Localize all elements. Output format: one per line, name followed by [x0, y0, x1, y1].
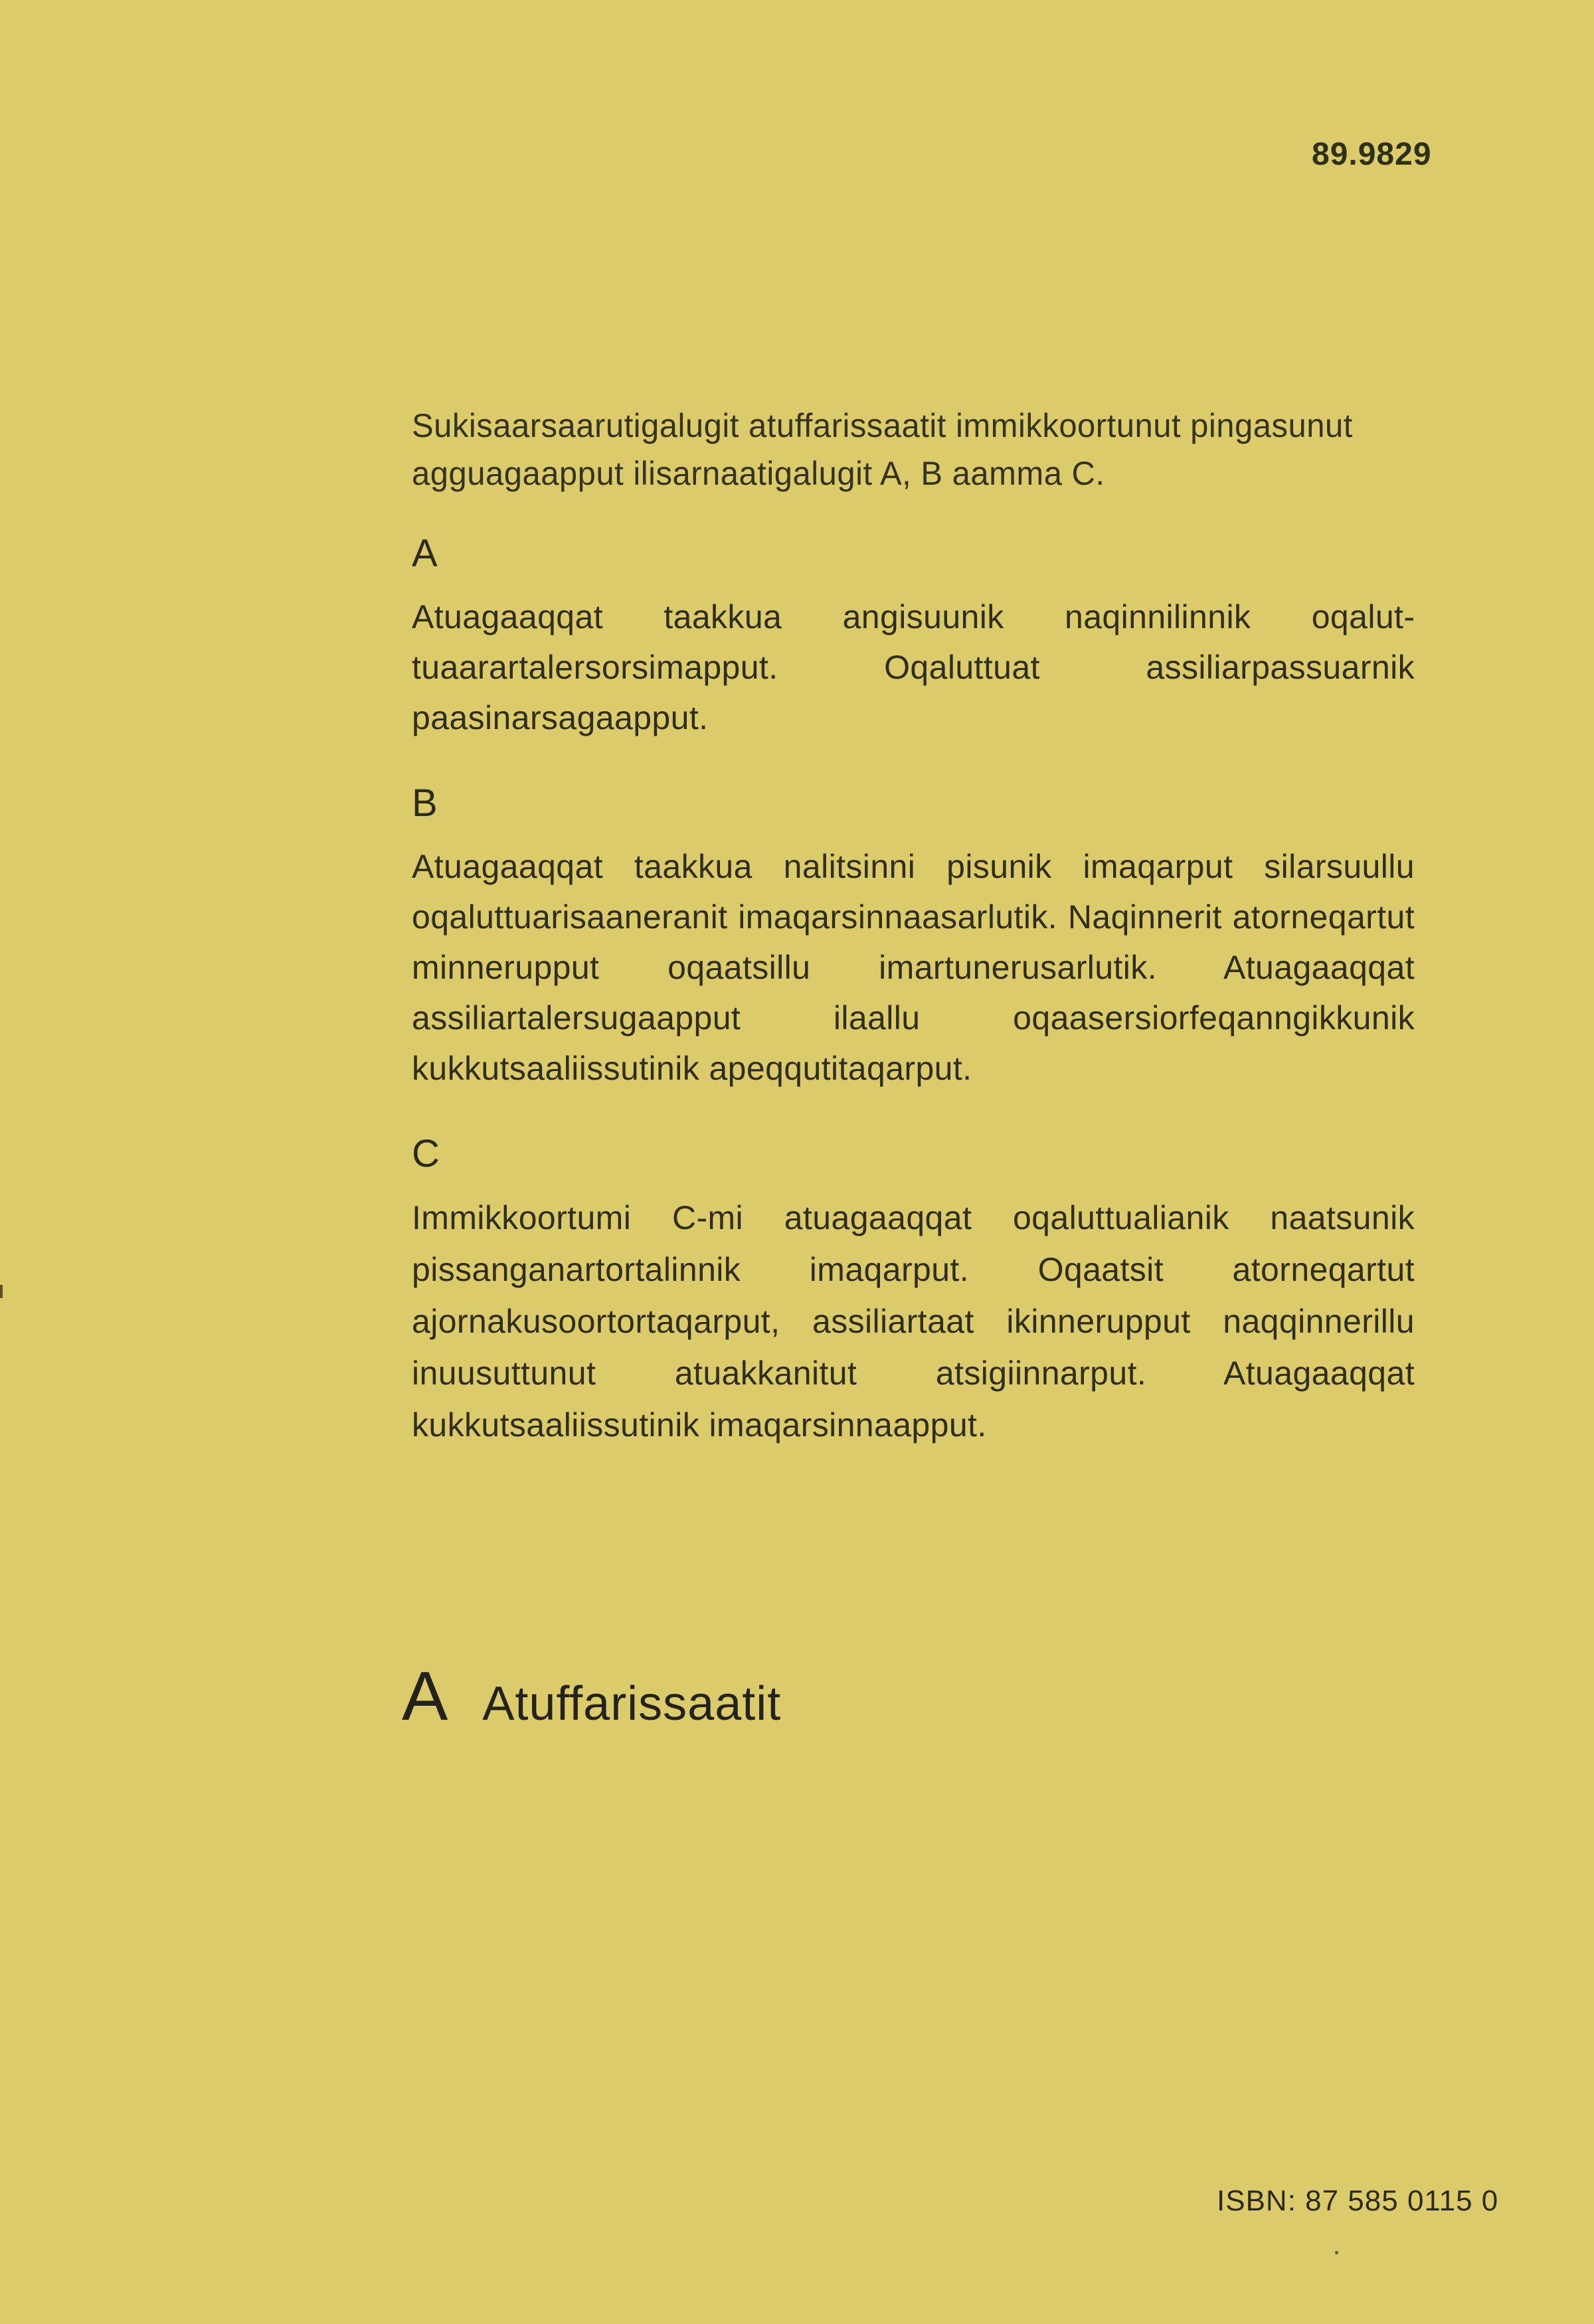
series-name: Atuffarissaatit — [482, 1677, 782, 1730]
back-cover-content — [412, 402, 1415, 1488]
print-speck-decoration — [1335, 2251, 1338, 2254]
isbn-label: ISBN: 87 585 0115 0 — [1217, 2185, 1499, 2217]
section-b — [412, 780, 1415, 1094]
section-c-text: Immikkoortumi C-mi atuagaaqqat oqaluttualianik naatsunik pissanganartortalinnik imaqarput. Oqaatsit atorneqartut ajornakusoortortaqarput, assiliartaat ikinnerupput naqqinnerillu inuusuttunut atuakkanitut atsigiinnarput. Atuagaaqqat kukkutsaaliissutinik imaqarsinnaapput. — [412, 1199, 1415, 1444]
edge-mark-decoration — [0, 1285, 3, 1298]
section-a-text: Atuagaaqqat taakkua angisuunik naqinnilinnik oqaluttuaarartalersorsimapput. Oqaluttuat assiliarpassuarnik paasinarsagaapput. — [412, 598, 1415, 736]
series-title — [402, 1660, 781, 1740]
section-b-text: Atuagaaqqat taakkua nalitsinni pisunik imaqarput silarsuullu oqaluttuarisaaneranit imaqarsinnaasarlutik. Naqinnerit atorneqartut minnerupput oqaatsillu imartunerusarlutik. Atuagaaqqat assiliartalersugaapput ilaallu oqaasersiorfeqanngikkunik kukkutsaaliissutinik apeqqutitaqarput. — [412, 848, 1415, 1087]
series-letter: A — [402, 1658, 448, 1735]
page-number: 89.9829 — [1312, 137, 1432, 172]
intro-paragraph: Sukisaarsaarutigalugit atuffarissaatit immikkoortunut pingasunut agguagaapput ilisarnaatigalugit A, B aamma C. — [412, 407, 1353, 492]
section-a-heading: A — [412, 532, 438, 575]
section-a — [412, 531, 1415, 743]
section-c-heading: C — [412, 1132, 440, 1175]
section-c — [412, 1131, 1415, 1451]
section-b-heading: B — [412, 782, 438, 825]
